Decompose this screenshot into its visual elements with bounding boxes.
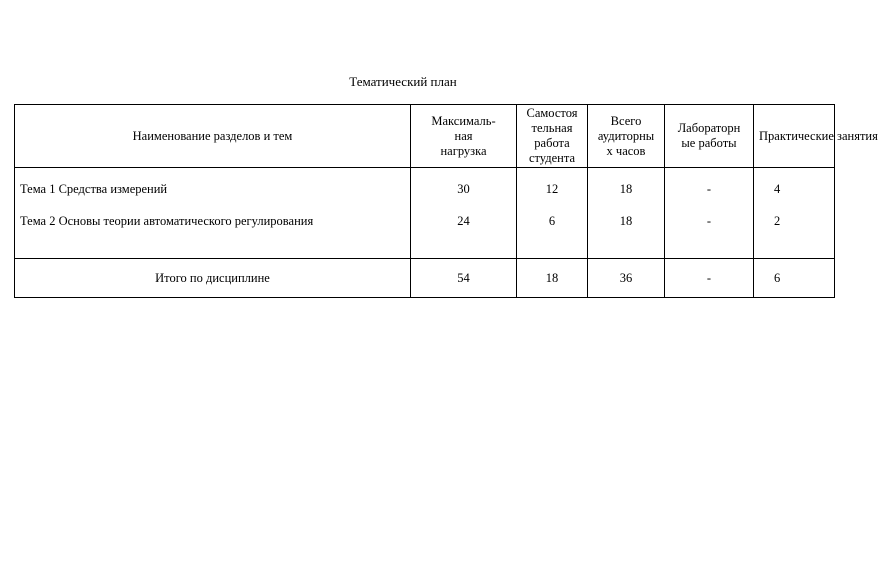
column-header-total-hours: Всего аудиторны х часов (588, 105, 665, 168)
total-self-work: 18 (517, 259, 588, 298)
column-header-practice: Практические занятия (754, 105, 835, 168)
column-header-max-load: Максималь- ная нагрузка (411, 105, 517, 168)
practice-cell (754, 168, 835, 259)
column-header-self-work: Самостоя тельная работа студента (517, 105, 588, 168)
column-header-labs: Лабораторн ые работы (665, 105, 754, 168)
topic-name: Тема 2 Основы теории автоматического регулирования (20, 214, 314, 228)
total-hours-cell (588, 168, 665, 259)
self-work-cell (517, 168, 588, 259)
page-title (0, 74, 816, 90)
labs-cell (665, 168, 754, 259)
page-title-text: Тематический план (349, 74, 457, 89)
total-hours-value: 18 (619, 214, 633, 228)
total-practice: 6 (754, 259, 835, 298)
table-row (15, 168, 835, 259)
practice-value: 4 (774, 182, 781, 196)
thematic-plan-table (14, 104, 878, 298)
total-label: Итого по дисциплине (15, 259, 411, 298)
self-work-value: 12 (545, 182, 559, 196)
max-load-cell (411, 168, 517, 259)
max-load-value: 24 (457, 214, 470, 228)
total-hours-value: 18 (619, 182, 633, 196)
practice-value: 2 (774, 214, 781, 228)
total-total-hours: 36 (588, 259, 665, 298)
max-load-value: 30 (457, 182, 470, 196)
labs-value: - (706, 182, 712, 196)
column-header-section-name: Наименование разделов и тем (15, 105, 411, 168)
topics-cell (15, 168, 411, 259)
self-work-value: 6 (548, 214, 556, 228)
topic-name: Тема 1 Средства измерений (20, 182, 168, 196)
table-header-row (15, 105, 835, 168)
total-row (15, 259, 835, 298)
labs-value: - (706, 214, 712, 228)
total-max-load: 54 (411, 259, 517, 298)
total-labs: - (665, 259, 754, 298)
